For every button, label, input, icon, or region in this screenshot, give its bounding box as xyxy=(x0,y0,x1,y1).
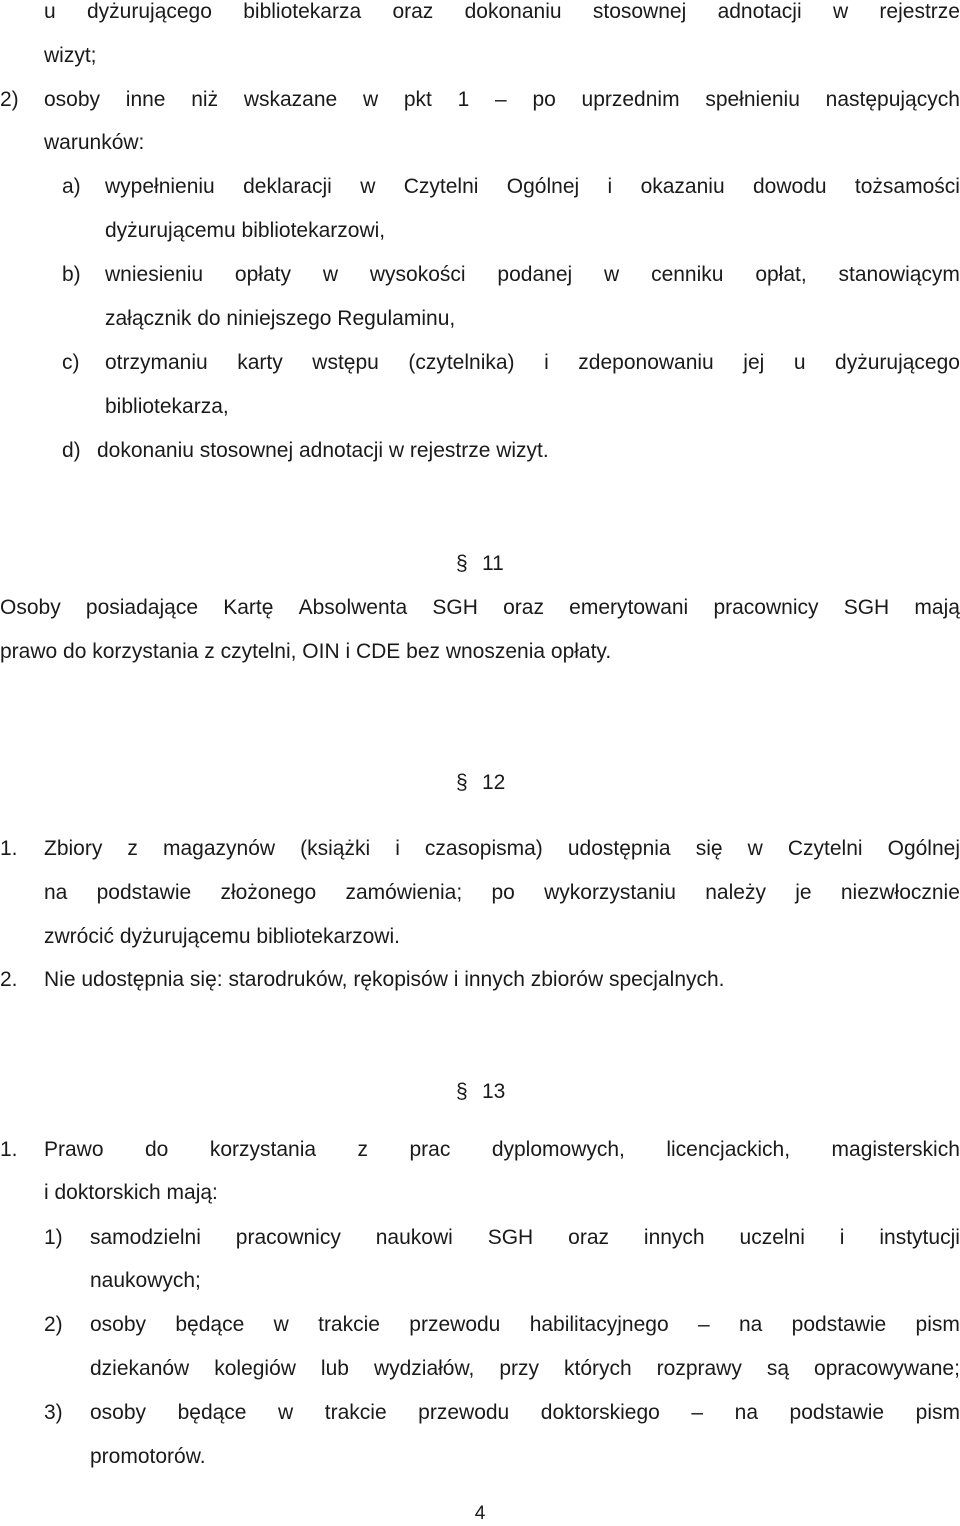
justified-line xyxy=(44,88,960,112)
word: posiadające xyxy=(85,596,198,619)
word: otrzymaniu xyxy=(105,351,208,374)
word: Czytelni xyxy=(787,837,863,860)
word: opłat, xyxy=(755,263,807,286)
word: w xyxy=(273,1313,289,1336)
word: i xyxy=(839,1226,845,1249)
word: magisterskich xyxy=(831,1138,960,1161)
sublist-letter: b) xyxy=(62,263,81,286)
word: będące xyxy=(177,1401,247,1424)
word: Zbiory xyxy=(44,837,103,860)
word: zdeponowaniu xyxy=(578,351,714,374)
word: czasopisma) xyxy=(424,837,543,860)
text-line: dokonaniu stosownej adnotacji w rejestrze wizyt. xyxy=(97,439,549,462)
word: w xyxy=(278,1401,294,1424)
word: przewodu xyxy=(418,1401,510,1424)
word: dziekanów xyxy=(90,1357,190,1380)
section-heading-12 xyxy=(456,771,505,795)
text-line: bibliotekarza, xyxy=(105,395,229,418)
word: deklaracji xyxy=(243,175,332,198)
word: będące xyxy=(175,1313,245,1336)
word: SGH xyxy=(843,596,890,619)
word: trakcie xyxy=(324,1401,387,1424)
word: je xyxy=(795,881,812,904)
word: są xyxy=(766,1357,790,1380)
word: rejestrze xyxy=(879,0,960,23)
text-line: promotorów. xyxy=(90,1445,206,1468)
section-number: 12 xyxy=(482,771,506,794)
text-line: zwrócić dyżurującemu bibliotekarzowi. xyxy=(44,925,400,948)
word: prac xyxy=(409,1138,451,1161)
word: – xyxy=(495,88,507,111)
justified-line xyxy=(105,351,960,375)
word: innych xyxy=(643,1226,705,1249)
word: niż xyxy=(191,88,219,111)
word: Kartę xyxy=(223,596,274,619)
word: osoby xyxy=(44,88,101,111)
word: w xyxy=(322,263,338,286)
justified-line xyxy=(90,1357,960,1381)
word: cenniku xyxy=(651,263,724,286)
word: na xyxy=(738,1313,763,1336)
word: wydziałów, xyxy=(373,1357,475,1380)
word: doktorskiego xyxy=(540,1401,660,1424)
word: magazynów xyxy=(162,837,276,860)
list-number: 2. xyxy=(0,968,18,991)
word: Czytelni xyxy=(403,175,479,198)
word: oraz xyxy=(503,596,544,619)
word: pism xyxy=(915,1401,960,1424)
word: w xyxy=(604,263,620,286)
text-line: Nie udostępnia się: starodruków, rękopisów i innych zbiorów specjalnych. xyxy=(44,968,725,991)
word: spełnieniu xyxy=(705,88,800,111)
word: Prawo xyxy=(44,1138,104,1161)
text-line: i doktorskich mają: xyxy=(44,1181,218,1204)
word: w xyxy=(747,837,763,860)
list-number: 1. xyxy=(0,837,18,860)
word: w xyxy=(360,175,376,198)
word: rozprawy xyxy=(656,1357,742,1380)
word: Ogólnej xyxy=(887,837,960,860)
word: z xyxy=(357,1138,369,1161)
word: pracownicy xyxy=(713,596,819,619)
list-number: 1. xyxy=(0,1138,18,1161)
section-sign: § xyxy=(456,771,468,794)
word: (czytelnika) xyxy=(408,351,515,374)
word: udostępnia xyxy=(567,837,671,860)
word: 1 xyxy=(457,88,470,111)
word: po xyxy=(532,88,556,111)
word: stanowiącym xyxy=(838,263,960,286)
word: pkt xyxy=(403,88,432,111)
text-line: załącznik do niniejszego Regulaminu, xyxy=(105,307,456,330)
justified-line xyxy=(105,175,960,199)
word: na xyxy=(734,1401,758,1424)
word: bibliotekarza xyxy=(243,0,362,23)
word: wniesieniu xyxy=(105,263,204,286)
word: oraz xyxy=(392,0,434,23)
section-sign: § xyxy=(456,552,468,575)
word: następujących xyxy=(825,88,960,111)
word: po xyxy=(491,881,515,904)
justified-line xyxy=(0,596,960,620)
word: wskazane xyxy=(243,88,338,111)
word: SGH xyxy=(487,1226,534,1249)
word: (książki xyxy=(300,837,371,860)
page-number: 4 xyxy=(474,1503,486,1524)
word: opłaty xyxy=(234,263,291,286)
word: w xyxy=(832,0,849,23)
word: licencjackich, xyxy=(666,1138,791,1161)
word: należy xyxy=(705,881,766,904)
word: Osoby xyxy=(0,596,61,619)
word: dyżurującego xyxy=(87,0,212,23)
word: dokonaniu xyxy=(464,0,562,23)
sublist-letter: c) xyxy=(62,351,80,374)
word: z xyxy=(127,837,138,860)
word: niezwłocznie xyxy=(840,881,960,904)
word: oraz xyxy=(568,1226,609,1249)
word: i xyxy=(544,351,549,374)
word: na xyxy=(44,881,68,904)
word: habilitacyjnego xyxy=(529,1313,669,1336)
justified-line xyxy=(44,1138,960,1162)
word: uprzednim xyxy=(581,88,680,111)
word: których xyxy=(563,1357,632,1380)
word: adnotacji xyxy=(717,0,802,23)
word: mają xyxy=(914,596,960,619)
word: podstawie xyxy=(789,1401,885,1424)
word: instytucji xyxy=(879,1226,960,1249)
text-line: prawo do korzystania z czytelni, OIN i CDE bez wnoszenia opłaty. xyxy=(0,640,612,663)
text-line: naukowych; xyxy=(90,1269,201,1292)
word: uczelni xyxy=(739,1226,805,1249)
section-number: 13 xyxy=(482,1080,506,1103)
word: kolegiów xyxy=(214,1357,296,1380)
word: korzystania xyxy=(209,1138,317,1161)
word: osoby xyxy=(90,1313,147,1336)
word: – xyxy=(691,1401,704,1424)
word: i xyxy=(395,837,400,860)
word: osoby xyxy=(90,1401,147,1424)
word: dowodu xyxy=(752,175,827,198)
sublist-letter: a) xyxy=(62,175,81,198)
word: emerytowani xyxy=(569,596,689,619)
list-number: 3) xyxy=(44,1401,63,1424)
section-heading-13 xyxy=(456,1080,505,1104)
word: okazaniu xyxy=(640,175,725,198)
text-line: warunków: xyxy=(44,131,145,154)
sublist-letter: d) xyxy=(62,439,81,462)
text-line: wizyt; xyxy=(44,44,97,67)
word: trakcie xyxy=(318,1313,380,1336)
word: stosownej xyxy=(592,0,687,23)
word: podanej xyxy=(497,263,573,286)
word: inne xyxy=(125,88,166,111)
word: SGH xyxy=(432,596,478,619)
word: Absolwenta xyxy=(298,596,408,619)
word: opracowywane; xyxy=(814,1357,960,1380)
justified-line xyxy=(44,0,960,24)
word: dyplomowych, xyxy=(491,1138,625,1161)
word: karty xyxy=(237,351,283,374)
word: u xyxy=(44,0,56,23)
word: naukowi xyxy=(375,1226,453,1249)
justified-line xyxy=(105,263,960,287)
word: Ogólnej xyxy=(506,175,580,198)
justified-line xyxy=(90,1401,960,1425)
text-line: dyżurującemu bibliotekarzowi, xyxy=(105,219,386,242)
word: tożsamości xyxy=(854,175,960,198)
section-heading-11 xyxy=(456,552,504,576)
word: dyżurującego xyxy=(835,351,960,374)
list-number: 2) xyxy=(44,1313,63,1336)
justified-line xyxy=(90,1313,960,1337)
word: wstępu xyxy=(312,351,379,374)
word: w xyxy=(362,88,379,111)
word: przewodu xyxy=(409,1313,501,1336)
word: samodzielni xyxy=(90,1226,201,1249)
section-number: 11 xyxy=(482,552,504,575)
word: – xyxy=(697,1313,710,1336)
word: do xyxy=(145,1138,169,1161)
list-number: 2) xyxy=(0,88,19,111)
word: u xyxy=(793,351,806,374)
section-sign: § xyxy=(456,1080,468,1103)
word: wykorzystaniu xyxy=(544,881,676,904)
word: podstawie xyxy=(96,881,192,904)
justified-line xyxy=(44,881,960,905)
word: lub xyxy=(320,1357,349,1380)
word: pracownicy xyxy=(235,1226,341,1249)
word: podstawie xyxy=(791,1313,887,1336)
word: jej xyxy=(743,351,765,374)
word: wysokości xyxy=(369,263,466,286)
word: pism xyxy=(915,1313,960,1336)
word: złożonego xyxy=(220,881,317,904)
word: się xyxy=(695,837,723,860)
word: zamówienia; xyxy=(345,881,463,904)
justified-line xyxy=(90,1226,960,1250)
justified-line xyxy=(44,837,960,861)
list-number: 1) xyxy=(44,1226,63,1249)
word: i xyxy=(607,175,613,198)
word: przy xyxy=(499,1357,539,1380)
word: wypełnieniu xyxy=(105,175,215,198)
